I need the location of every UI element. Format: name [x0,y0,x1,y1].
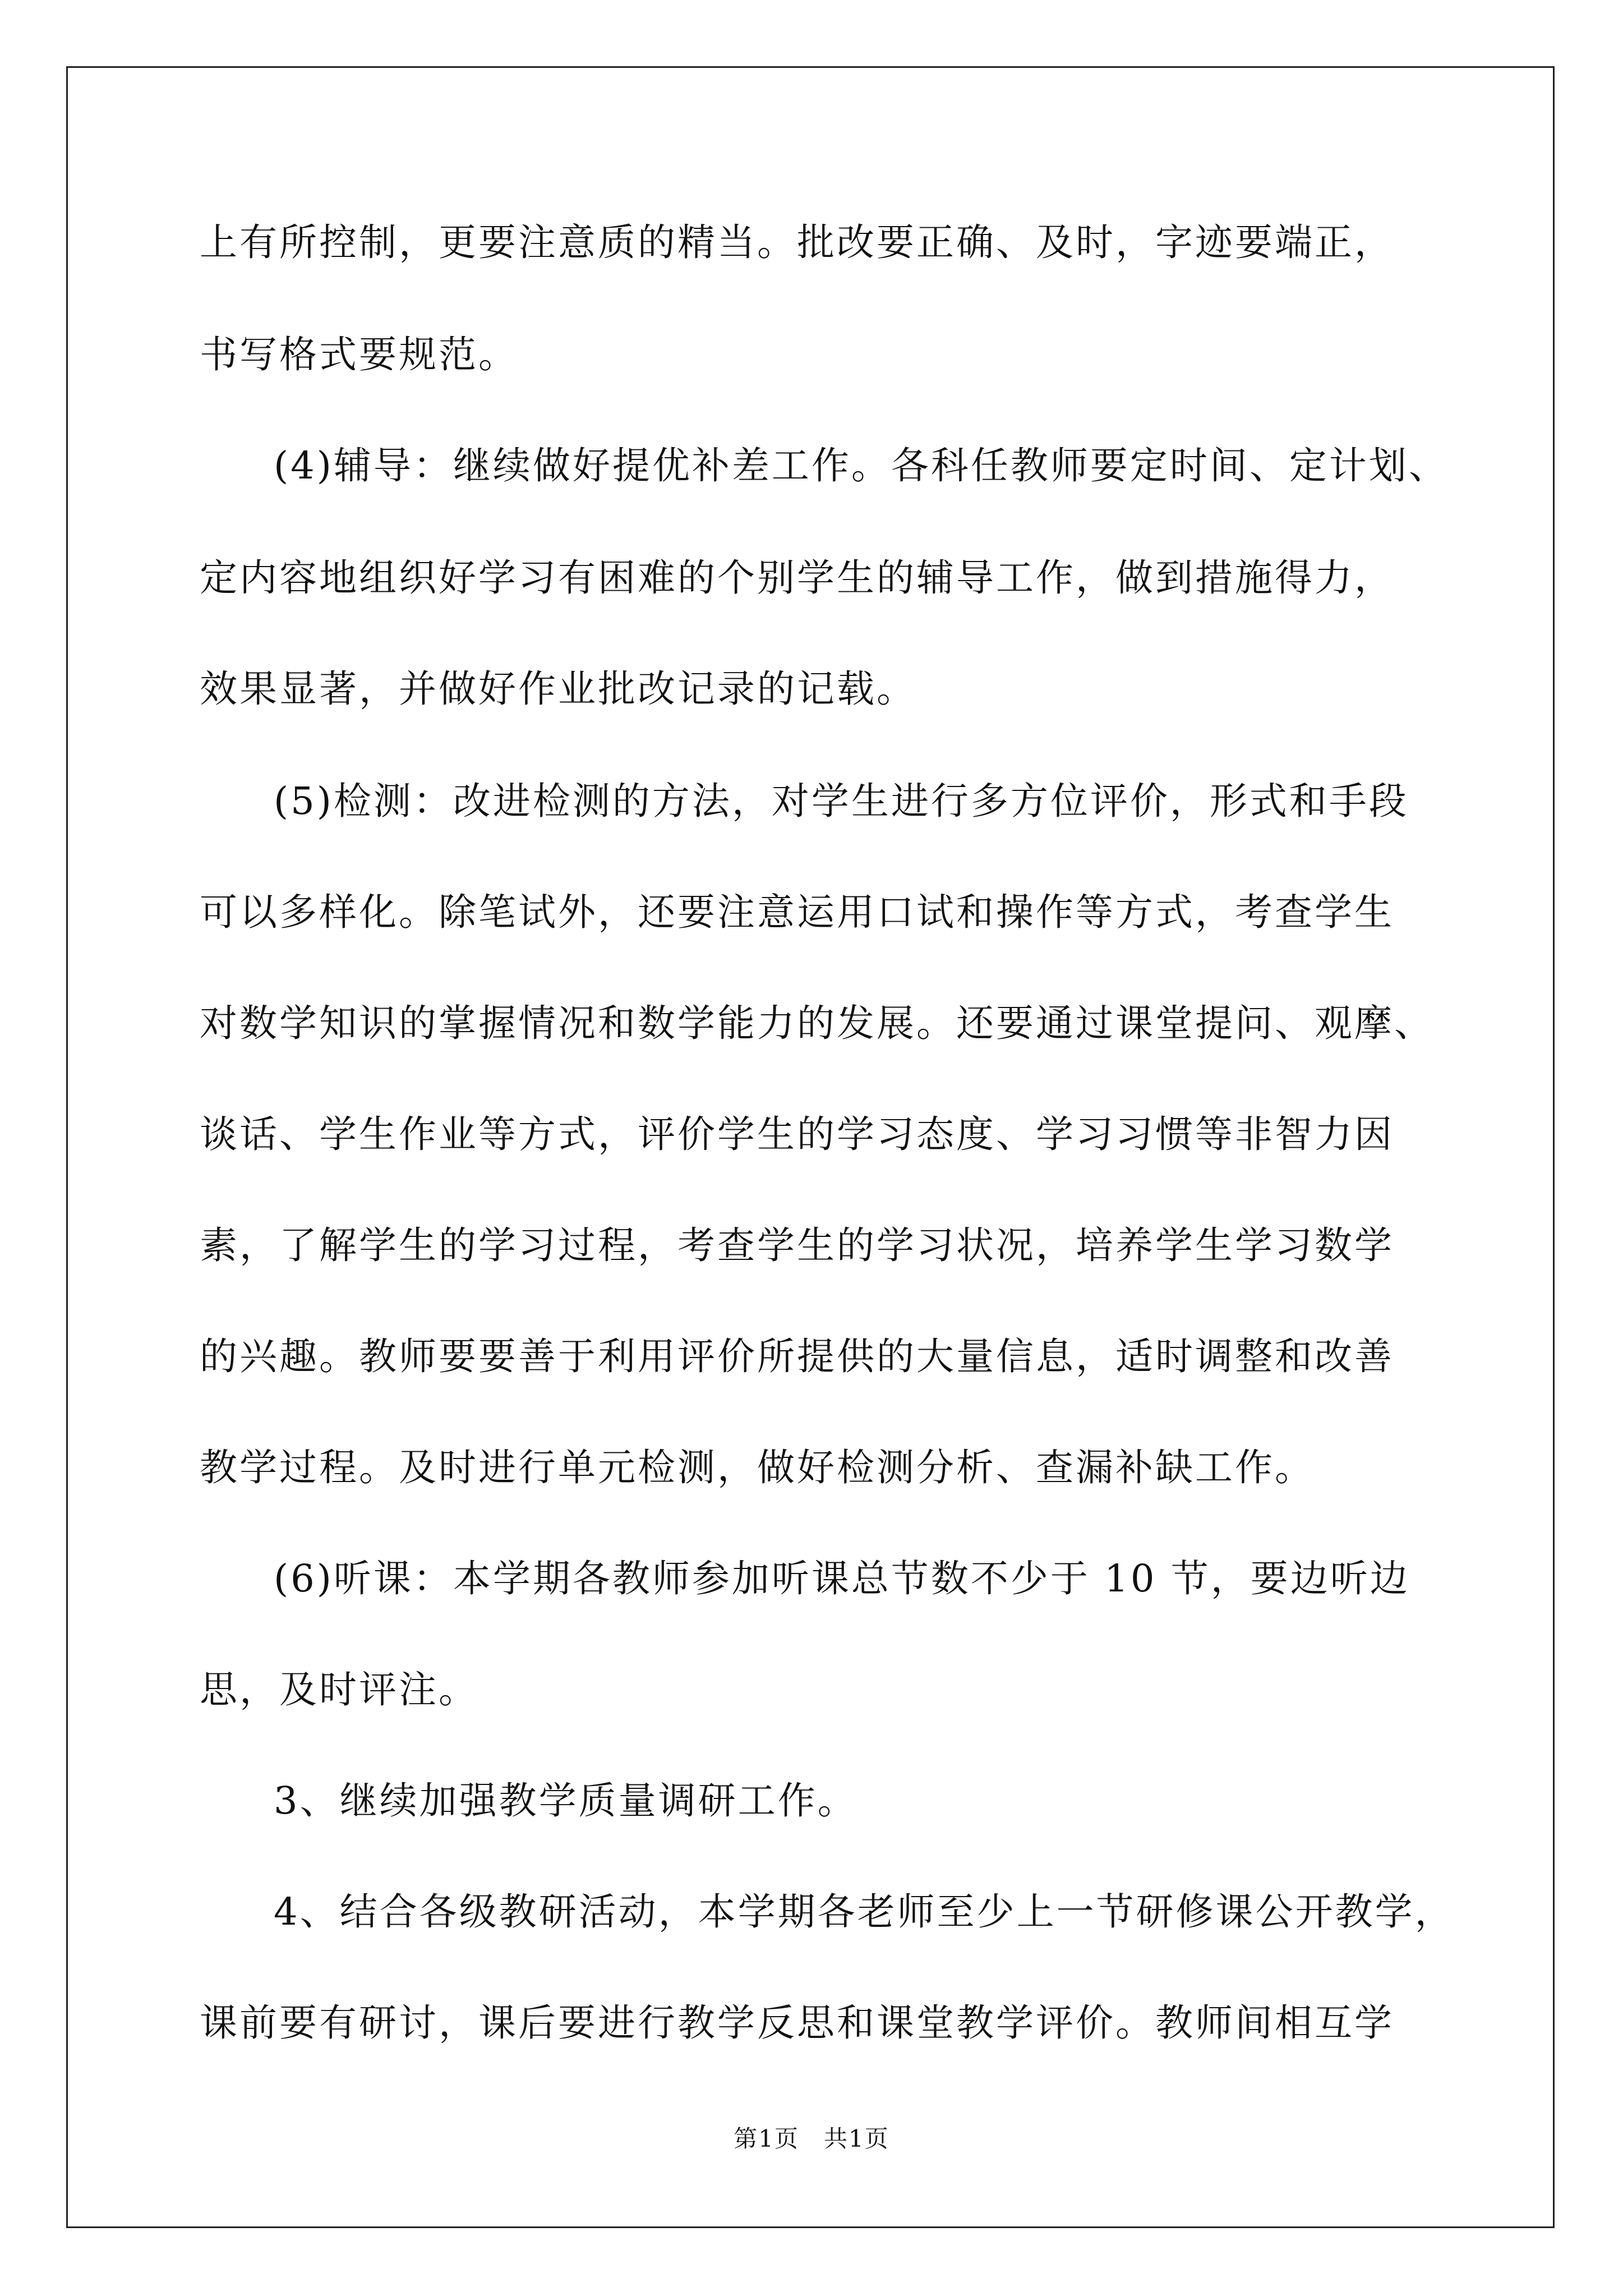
text-line: 谈话、学生作业等方式，评价学生的学习态度、学习习惯等非智力因 [200,1112,1394,1156]
text-line: 素，了解学生的学习过程，考查学生的学习状况，培养学生学习数学 [200,1223,1394,1267]
text-line: (4)辅导：继续做好提优补差工作。各科任教师要定时间、定计划、 [274,444,1449,487]
text-line: 的兴趣。教师要要善于利用评价所提供的大量信息，适时调整和改善 [200,1335,1394,1378]
text-line: 定内容地组织好学习有困难的个别学生的辅导工作，做到措施得力， [200,556,1394,600]
text-line: 教学过程。及时进行单元检测，做好检测分析、查漏补缺工作。 [200,1446,1315,1489]
text-line: 课前要有研讨，课后要进行教学反思和课堂教学评价。教师间相互学 [200,2001,1394,2045]
text-line: 思，及时评注。 [200,1668,478,1711]
text-line: 书写格式要规范。 [200,333,518,376]
text-line: 3、继续加强教学质量调研工作。 [274,1779,857,1823]
text-line: 4、结合各级教研活动，本学期各老师至少上一节研修课公开教学， [274,1890,1455,1934]
text-line: (6)听课：本学期各教师参加听课总节数不少于 10 节，要边听边 [274,1557,1410,1600]
text-line: (5)检测：改进检测的方法，对学生进行多方位评价，形式和手段 [274,779,1409,823]
text-line: 可以多样化。除笔试外，还要注意运用口试和操作等方式，考查学生 [200,890,1394,934]
page-number-footer: 第1页 共1页 [734,2125,889,2152]
text-line: 效果显著，并做好作业批改记录的记载。 [200,667,916,711]
text-line: 上有所控制，更要注意质的精当。批改要正确、及时，字迹要端正， [200,220,1394,264]
text-line: 对数学知识的掌握情况和数学能力的发展。还要通过课堂提问、观摩、 [200,1001,1434,1045]
